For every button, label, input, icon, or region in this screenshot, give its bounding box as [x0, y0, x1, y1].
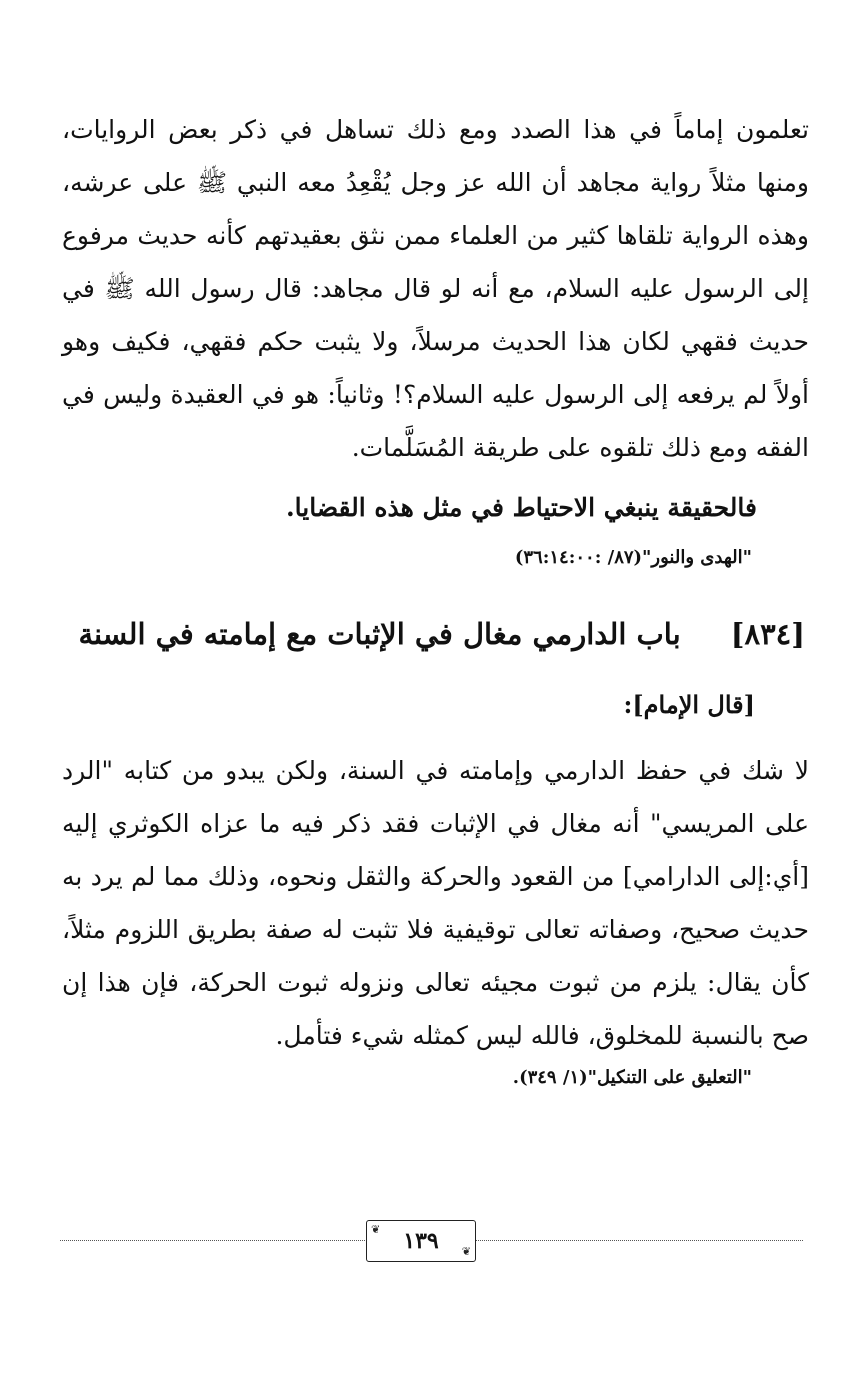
page-number: ١٣٩ [403, 1228, 439, 1254]
paragraph-main-text: لا شك في حفظ الدارمي وإمامته في السنة، ولكن يبدو من كتابه "الرد على المريسي" أنه مغال في الإثبات فقد ذكر فيه ما عزاه الكوثري إليه [أي:إلى الدارامي] من القعود والحركة والثقل ونحوه، وذلك مما لم يرد به حديث صحيح، وصفاته تعالى توقيفية فلا تثبت له صفة بطريق اللزوم مثلاً، كأن يقال: يلزم من ثبوت مجيئه تعالى ونزوله ثبوت الحركة، فإن هذا إن صح بالنسبة للمخلوق، فالله ليس كمثله شيء فتأمل. [62, 756, 809, 1050]
imam-label: [قال الإمام]: [623, 690, 755, 719]
floral-ornament-icon: ❦ [371, 1223, 381, 1236]
floral-ornament-icon: ❦ [461, 1245, 471, 1258]
page-number-box [366, 1220, 476, 1262]
section-title: باب الدارمي مغال في الإثبات مع إمامته في السنة [78, 617, 681, 651]
section-number: [٨٣٤] [730, 617, 805, 651]
section-heading [78, 610, 805, 658]
paragraph-top-text: تعلمون إماماً في هذا الصدد ومع ذلك تساهل في ذكر بعض الروايات، ومنها مثلاً رواية مجاهد أن الله عز وجل يُقْعِدُ معه النبي ﷺ على عرشه، وهذه الرواية تلقاها كثير من العلماء ممن نثق بعقيدتهم كأنه حديث مرفوع إلى الرسول عليه السلام، مع أنه لو قال مجاهد: قال رسول الله ﷺ في حديث فقهي لكان هذا الحديث مرسلاً، ولا يثبت حكم فقهي، فكيف وهو أولاً لم يرفعه إلى الرسول عليه السلام؟! وثانياً: هو في العقيدة وليس في الفقه ومع ذلك تلقوه على طريقة المُسَلَّمات. [62, 115, 809, 462]
conclusion-text: فالحقيقة ينبغي الاحتياط في مثل هذه القضايا. [285, 493, 757, 522]
source-citation-1: "الهدى والنور"(٨٧/ :٣٦:١٤:٠٠) [514, 547, 752, 568]
paragraph-top [62, 103, 809, 474]
paragraph-main [62, 744, 809, 1062]
source-citation-2: "التعليق على التنكيل"(١/ ٣٤٩). [512, 1067, 752, 1088]
